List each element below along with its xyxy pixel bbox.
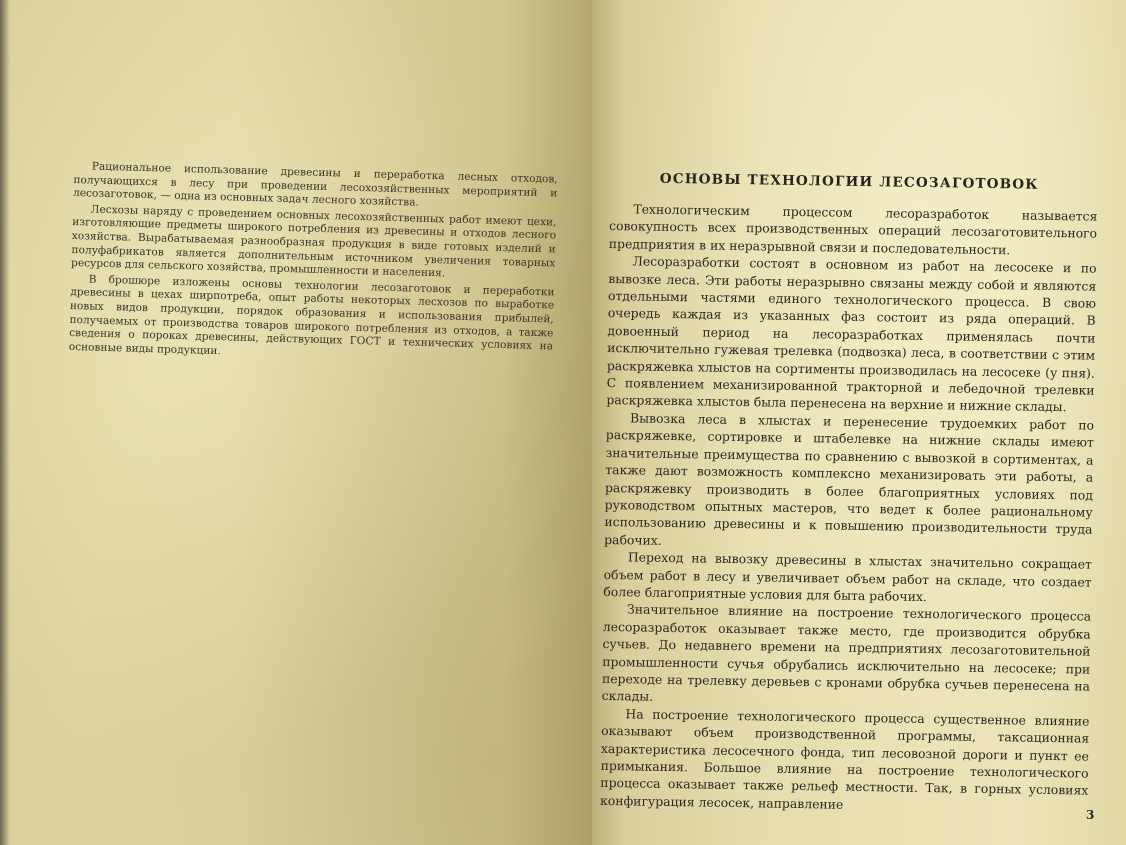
- body-paragraph: Переход на вывозку древесины в хлыстах значительно сокращает объем работ в лесу и увеличивает объем работ на складе, что создает более благоприятные условия для быта рабочих.: [603, 549, 1092, 604]
- body-paragraph: Технологическим процессом лесоразработок называется совокупность всех производственных операций лесозаготовительного предприятия в их неразрывной связи и последовательности.: [608, 201, 1098, 258]
- body-paragraph: Вывозка леса в хлыстах и перенесение трудоемких работ по раскряжевке, сортировке и штабелевке на нижние склады имеют значительные преимущества по сравнению с вывозкой в сортиментах, а также дают возможность комплексно механизировать эти работы, а раскряжевку производить в более благоприятных условиях под руководством опытных мастеров, что ведет к более рациональному использованию древесины и к повышению производительности труда рабочих.: [604, 410, 1095, 548]
- chapter-title: ОСНОВЫ ТЕХНОЛОГИИ ЛЕСОЗАГОТОВОК: [659, 170, 1039, 193]
- right-page: [592, 0, 1126, 845]
- annotation-paragraph: В брошюре изложены основы технологии лесозаготовок и переработки древесины в цехах ширпотреба, опыт работы некоторых лесхозов по выработке новых видов продукции, порядок образования и использования прибылей, получаемых от производства товаров широкого потребления из отходов, а также сведения о пороках древесины, действующих ГОСТ и технических условиях на основные виды продукции.: [68, 273, 555, 357]
- body-paragraph: На построение технологического процесса существенное влияние оказывают объем производственной программы, таксационная характеристика лесосечного фонда, тип лесовозной дороги и пункт ее примыкания. Большое влияние на построение технологического процесса оказывает также рельеф местности. Так, в горных условиях конфигурация лесосек, направление: [599, 706, 1090, 812]
- chapter-body: [600, 200, 1098, 817]
- annotation-text: [69, 160, 558, 370]
- page-number: 3: [1086, 808, 1095, 822]
- body-paragraph: Значительное влияние на построение технологического процесса лесоразработок оказывает также место, где производится обрубка сучьев. До недавнего времени на предприятиях лесозаготовительной промышленности сучья обрубались исключительно на лесосеке; при переходе на трелевку деревьев с кронами обрубка сучьев перенесена на склады.: [601, 601, 1092, 705]
- body-paragraph: Лесоразработки состоят в основном из работ на лесосеке и по вывозке леса. Эти работы неразрывно связаны между собой и являются отдельными частями единого технологического процесса. В свою очередь каждая из указанных фаз состоит из ряда операций. В довоенный период на лесоразработках применялась почти исключительно гужевая трелевка (подвозка) леса, в соответствии с этим раскряжевка хлыстов на сортименты производилась на лесосеке (у пня). С появлением механизированной тракторной и лебедочной трелевки раскряжевка хлыстов была перенесена на верхние и нижние склады.: [606, 253, 1097, 415]
- page-edge-shadow: [0, 0, 10, 845]
- chapter-content: [600, 170, 1098, 817]
- annotation-paragraph: Лесхозы наряду с проведением основных лесохозяйственных работ имеют цехи, изготовляющие предметы широкого потребления из древесины и отходов лесного хозяйства. Вырабатываемая разнообразная продукция в виде готовых изделий и полуфабрикатов является дополнительным источником увеличения товарных ресурсов для сельского хозяйства, промышленности и населения.: [70, 203, 557, 280]
- annotation-paragraph: Рациональное использование древесины и переработка лесных отходов, получающихся в лесу при проведении лесохозяйственных мероприятий и лесозаготовок, — одна из основных задач лесного хозяйства.: [72, 160, 558, 209]
